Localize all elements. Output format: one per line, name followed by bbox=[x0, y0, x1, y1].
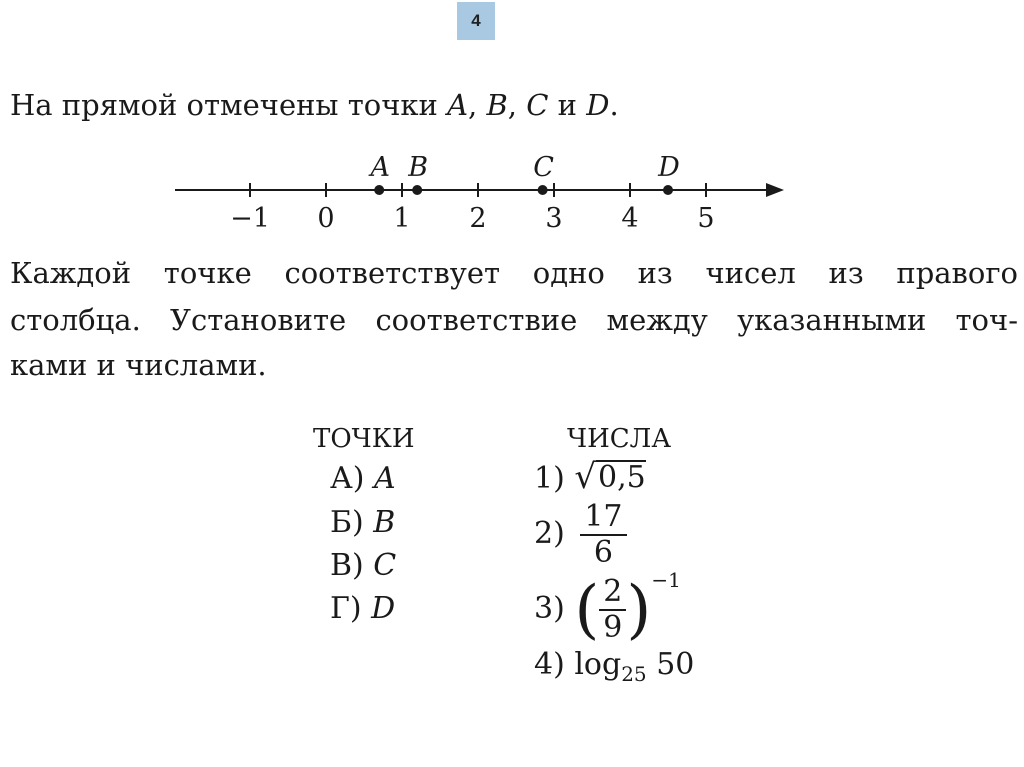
numbers-item-2-marker: 2) bbox=[534, 516, 575, 551]
points-item-d-marker: Г) bbox=[330, 591, 372, 626]
points-item-b-marker: Б) bbox=[330, 505, 374, 540]
tick-label: 3 bbox=[545, 203, 563, 234]
left-paren: ( bbox=[574, 573, 600, 647]
point-a-label: A bbox=[370, 152, 390, 183]
fraction-2-9 bbox=[599, 575, 626, 645]
fraction-numerator: 2 bbox=[599, 575, 626, 611]
intro-point-d: D bbox=[586, 88, 610, 122]
point-b-marker bbox=[412, 185, 422, 195]
points-item-a-label: A bbox=[373, 461, 396, 496]
points-item-b bbox=[330, 506, 395, 540]
tick-label: 5 bbox=[697, 203, 715, 234]
intro-and: и bbox=[548, 88, 587, 122]
points-item-a-marker: А) bbox=[330, 461, 374, 496]
intro-end: . bbox=[609, 88, 619, 122]
slide-number: 4 bbox=[471, 11, 481, 30]
tick-label: 0 bbox=[317, 203, 335, 234]
number-line-arrow bbox=[766, 183, 784, 197]
task-line-1-text: Каждой точке соответствует одно из чисел из правого bbox=[10, 256, 1018, 290]
points-item-a bbox=[330, 462, 396, 496]
number-line bbox=[0, 0, 1024, 250]
numbers-item-3 bbox=[534, 568, 681, 647]
radicand: 0,5 bbox=[598, 460, 646, 495]
tick-label: 4 bbox=[621, 203, 639, 234]
points-item-b-label: B bbox=[373, 505, 396, 540]
tick-label: −1 bbox=[230, 203, 270, 234]
fraction-denominator: 9 bbox=[603, 610, 623, 645]
fraction-numerator: 17 bbox=[580, 500, 626, 536]
tick-label: 1 bbox=[393, 203, 411, 234]
fraction-17-6 bbox=[580, 500, 626, 570]
intro-point-a: A bbox=[447, 88, 469, 122]
numbers-item-4 bbox=[534, 648, 694, 691]
numbers-item-1-marker: 1) bbox=[534, 461, 575, 496]
point-d-marker bbox=[663, 185, 673, 195]
numbers-item-4-marker: 4) bbox=[534, 647, 575, 682]
radical-sign: √ bbox=[574, 457, 596, 497]
intro-sep-1: , bbox=[468, 88, 487, 122]
log-argument: 50 bbox=[646, 647, 695, 682]
points-item-d-label: D bbox=[371, 591, 396, 626]
numbers-column-header: ЧИСЛА bbox=[567, 424, 672, 454]
task-line-2 bbox=[10, 303, 1018, 337]
task-line-1 bbox=[10, 256, 1018, 290]
points-item-c-label: C bbox=[373, 548, 397, 583]
intro-point-b: B bbox=[486, 88, 508, 122]
tick-label: 2 bbox=[469, 203, 487, 234]
points-item-c bbox=[330, 549, 396, 583]
point-b-label: B bbox=[408, 152, 429, 183]
log-base: 25 bbox=[621, 662, 647, 686]
points-item-d bbox=[330, 592, 395, 626]
intro-point-c: C bbox=[526, 88, 549, 122]
right-paren: ) bbox=[626, 573, 652, 647]
points-item-c-marker: В) bbox=[330, 548, 374, 583]
numbers-item-1 bbox=[534, 457, 646, 497]
fraction-denominator: 6 bbox=[593, 535, 613, 570]
task-line-3: ками и числами. bbox=[10, 348, 267, 382]
numbers-item-3-marker: 3) bbox=[534, 591, 575, 626]
sqrt-expression bbox=[574, 457, 646, 497]
point-d-label: D bbox=[658, 152, 680, 183]
exponent: −1 bbox=[651, 568, 681, 592]
point-c-marker bbox=[538, 185, 548, 195]
points-column-header: ТОЧКИ bbox=[313, 424, 415, 454]
task-line-2-text: столбца. Установите соответствие между указанными точ- bbox=[10, 303, 1018, 337]
point-a-marker bbox=[374, 185, 384, 195]
intro-sep-2: , bbox=[507, 88, 527, 122]
numbers-item-2 bbox=[534, 500, 627, 570]
point-c-label: C bbox=[533, 152, 554, 183]
log-function: log bbox=[574, 647, 622, 682]
intro-text: На прямой отмечены точки bbox=[10, 88, 448, 122]
